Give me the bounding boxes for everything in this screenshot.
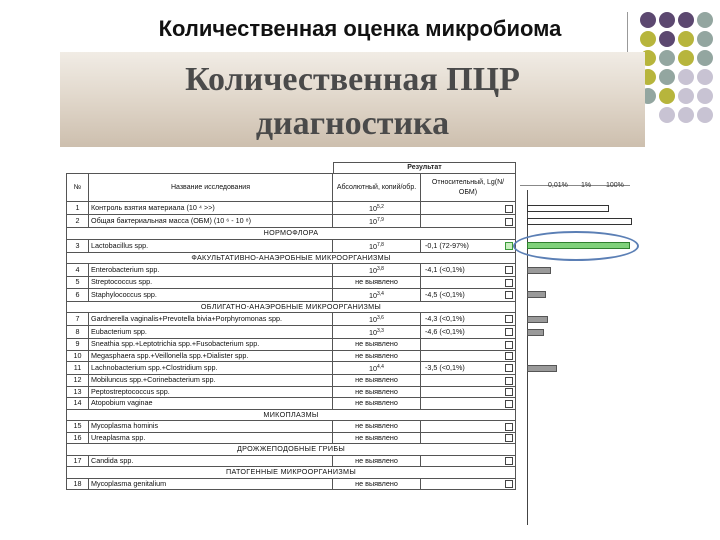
decorative-dot [678, 69, 694, 85]
test-name: Staphylococcus spp. [89, 288, 333, 301]
absolute-value [333, 239, 421, 252]
absolute-value [333, 432, 421, 444]
absolute-value [333, 350, 421, 362]
highlight-ellipse [513, 231, 639, 261]
absolute-value [333, 326, 421, 339]
table-row [67, 455, 516, 467]
test-name: Lachnobacterium spp.+Clostridium spp. [89, 362, 333, 375]
result-bar [527, 316, 548, 323]
row-number: 2 [67, 215, 89, 228]
result-checkbox [505, 205, 513, 213]
relative-text: -4,6 (<0,1%) [425, 327, 465, 336]
absolute-text: не выявлено [355, 339, 398, 349]
table-row [67, 313, 516, 326]
absolute-exponent: 4,4 [377, 364, 384, 370]
table-row [67, 288, 516, 301]
section-row [67, 301, 516, 313]
relative-value [421, 421, 516, 433]
table-row [67, 264, 516, 277]
test-name: Peptostreptococcus spp. [89, 386, 333, 398]
absolute-base: 10 [369, 241, 378, 251]
result-checkbox [505, 341, 513, 349]
absolute-value [333, 421, 421, 433]
section-row [67, 409, 516, 421]
absolute-text: не выявлено [355, 350, 398, 360]
result-bar [527, 267, 551, 274]
relative-text: -4,1 (<0,1%) [425, 265, 465, 274]
absolute-base: 10 [369, 315, 378, 324]
row-number: 3 [67, 239, 89, 252]
test-name: Lactobacillus spp. [89, 239, 333, 252]
row-number: 8 [67, 326, 89, 339]
test-name: Streptococcus spp. [89, 277, 333, 289]
decorative-dot [678, 12, 694, 28]
table-header-row [67, 174, 516, 202]
test-name: Candida spp. [89, 455, 333, 467]
decorative-dot [697, 50, 713, 66]
table-row [67, 215, 516, 228]
header-no: № [67, 174, 89, 202]
result-checkbox [505, 279, 513, 287]
relative-value [421, 375, 516, 387]
row-number: 4 [67, 264, 89, 277]
decorative-dot [678, 88, 694, 104]
section-row [67, 444, 516, 456]
result-checkbox [505, 480, 513, 488]
table-row [67, 350, 516, 362]
row-number: 6 [67, 288, 89, 301]
table-row [67, 277, 516, 289]
absolute-exponent: 3,8 [377, 266, 384, 272]
absolute-exponent: 3,6 [377, 315, 384, 321]
decorative-dot [697, 69, 713, 85]
test-name: Enterobacterium spp. [89, 264, 333, 277]
banner-title-line2: диагностика [255, 105, 450, 142]
absolute-value [333, 202, 421, 215]
test-name: Ureaplasma spp. [89, 432, 333, 444]
decorative-dot [640, 31, 656, 47]
decorative-dot [659, 12, 675, 28]
relative-value [421, 326, 516, 339]
relative-value [421, 264, 516, 277]
result-checkbox [505, 328, 513, 336]
decorative-dot [659, 50, 675, 66]
test-name: Megasphaera spp.+Veillonella spp.+Dialister spp. [89, 350, 333, 362]
absolute-value [333, 264, 421, 277]
result-bar [527, 329, 544, 336]
absolute-base: 10 [369, 290, 378, 300]
row-number: 1 [67, 202, 89, 215]
absolute-exponent: 3,3 [377, 328, 384, 334]
row-number: 18 [67, 478, 89, 490]
relative-value [421, 239, 516, 252]
result-checkbox [505, 377, 513, 385]
absolute-exponent: 3,4 [377, 290, 384, 297]
relative-value [421, 398, 516, 410]
section-label: ОБЛИГАТНО-АНАЭРОБНЫЕ МИКРООРГАНИЗМЫ [67, 301, 516, 313]
absolute-text: не выявлено [355, 398, 398, 408]
row-number: 11 [67, 362, 89, 375]
section-label: НОРМОФЛОРА [67, 228, 516, 240]
relative-value [421, 386, 516, 398]
relative-text: -4,3 (<0,1%) [425, 314, 465, 323]
test-name: Общая бактериальная масса (ОБМ) (10 ⁶ - 10 ⁸) [89, 215, 333, 228]
table-row [67, 478, 516, 490]
result-checkbox [505, 218, 513, 226]
absolute-value [333, 455, 421, 467]
scale-label-high: 100% [606, 182, 624, 189]
absolute-base: 10 [369, 328, 378, 337]
relative-value [421, 432, 516, 444]
absolute-text: не выявлено [355, 432, 398, 442]
table-row [67, 386, 516, 398]
absolute-value [333, 478, 421, 490]
result-checkbox [505, 315, 513, 323]
scale-label-mid: 1% [581, 182, 592, 189]
result-checkbox [505, 266, 513, 274]
table-row [67, 398, 516, 410]
test-name: Mycoplasma genitalium [89, 478, 333, 490]
row-number: 13 [67, 386, 89, 398]
absolute-exponent: 7,9 [377, 217, 384, 223]
row-number: 9 [67, 339, 89, 351]
test-name: Sneathia spp.+Leptotrichia spp.+Fusobacterium spp. [89, 339, 333, 351]
slide-title: Количественная оценка микробиома [158, 16, 562, 41]
section-row [67, 467, 516, 479]
absolute-exponent: 5,2 [377, 204, 384, 210]
decorative-dot [697, 107, 713, 123]
test-name: Mobiluncus spp.+Corinebacterium spp. [89, 375, 333, 387]
result-checkbox [505, 364, 513, 372]
pcr-results-table [66, 173, 516, 490]
header-abs: Абсолютный, копий/обр. [333, 174, 421, 202]
scale-label-low: 0,01% [548, 182, 568, 189]
result-bar [527, 291, 546, 298]
absolute-text: не выявлено [355, 277, 398, 287]
absolute-value [333, 398, 421, 410]
test-name: Mycoplasma hominis [89, 421, 333, 433]
absolute-value [333, 277, 421, 289]
row-number: 14 [67, 398, 89, 410]
result-bar [527, 218, 632, 225]
absolute-text: не выявлено [355, 478, 398, 488]
absolute-text: не выявлено [355, 386, 398, 396]
table-row [67, 202, 516, 215]
decorative-dot [659, 69, 675, 85]
decorative-dot [697, 12, 713, 28]
row-number: 7 [67, 313, 89, 326]
result-checkbox [505, 434, 513, 442]
absolute-value [333, 288, 421, 301]
absolute-value [333, 386, 421, 398]
result-bar [527, 205, 609, 212]
relative-value [421, 455, 516, 467]
absolute-base: 10 [369, 364, 378, 373]
relative-text: -3,5 (<0,1%) [425, 363, 465, 372]
decorative-dot [640, 12, 656, 28]
decorative-dot [659, 31, 675, 47]
table-row [67, 326, 516, 339]
relative-value [421, 362, 516, 375]
table-row [67, 421, 516, 433]
row-number: 17 [67, 455, 89, 467]
row-number: 15 [67, 421, 89, 433]
relative-value [421, 288, 516, 301]
result-bar [527, 365, 557, 372]
test-name: Eubacterium spp. [89, 326, 333, 339]
absolute-base: 10 [369, 266, 378, 275]
relative-text: -4,5 (<0,1%) [425, 289, 465, 299]
decorative-dot [678, 107, 694, 123]
result-checkbox [505, 423, 513, 431]
row-number: 16 [67, 432, 89, 444]
banner-title-line1: Количественная ПЦР [185, 61, 520, 98]
absolute-base: 10 [369, 204, 378, 213]
result-checkbox [505, 291, 513, 299]
relative-value [421, 202, 516, 215]
table-row [67, 432, 516, 444]
relative-value [421, 313, 516, 326]
section-row [67, 252, 516, 264]
relative-value [421, 215, 516, 228]
table-row [67, 362, 516, 375]
absolute-value [333, 362, 421, 375]
table-row [67, 339, 516, 351]
result-checkbox [505, 242, 513, 250]
row-number: 5 [67, 277, 89, 289]
banner [60, 52, 645, 147]
absolute-base: 10 [369, 217, 378, 226]
section-label: МИКОПЛАЗМЫ [67, 409, 516, 421]
result-checkbox [505, 400, 513, 408]
absolute-exponent: 7,8 [377, 241, 384, 248]
result-checkbox [505, 352, 513, 360]
absolute-text: не выявлено [355, 455, 398, 465]
relative-value [421, 277, 516, 289]
decorative-dot [659, 107, 675, 123]
table-row [67, 239, 516, 252]
absolute-value [333, 215, 421, 228]
test-name: Gardnerella vaginalis+Prevotella bivia+Porphyromonas spp. [89, 313, 333, 326]
decorative-dot [659, 88, 675, 104]
test-name: Контроль взятия материала (10 ⁴ >>) [89, 202, 333, 215]
result-header: Результат [333, 162, 516, 174]
relative-value [421, 350, 516, 362]
section-label: ПАТОГЕННЫЕ МИКРООРГАНИЗМЫ [67, 467, 516, 479]
absolute-value [333, 313, 421, 326]
relative-value [421, 339, 516, 351]
result-checkbox [505, 457, 513, 465]
decorative-dot [678, 31, 694, 47]
absolute-text: не выявлено [355, 375, 398, 385]
header-name: Название исследования [89, 174, 333, 202]
table-row [67, 375, 516, 387]
result-checkbox [505, 388, 513, 396]
absolute-value [333, 375, 421, 387]
relative-text: -0,1 (72-97%) [425, 240, 469, 250]
relative-value [421, 478, 516, 490]
section-label: ДРОЖЖЕПОДОБНЫЕ ГРИБЫ [67, 444, 516, 456]
decorative-dot [697, 31, 713, 47]
decorative-dot [697, 88, 713, 104]
row-number: 12 [67, 375, 89, 387]
test-name: Atopobium vaginae [89, 398, 333, 410]
banner-title [60, 58, 645, 146]
row-number: 10 [67, 350, 89, 362]
section-label: ФАКУЛЬТАТИВНО-АНАЭРОБНЫЕ МИКРООРГАНИЗМЫ [67, 252, 516, 264]
decorative-dot [678, 50, 694, 66]
section-row [67, 228, 516, 240]
header-rel: Относительный, Lg(N/ОБМ) [421, 174, 516, 202]
absolute-text: не выявлено [355, 421, 398, 431]
absolute-value [333, 339, 421, 351]
